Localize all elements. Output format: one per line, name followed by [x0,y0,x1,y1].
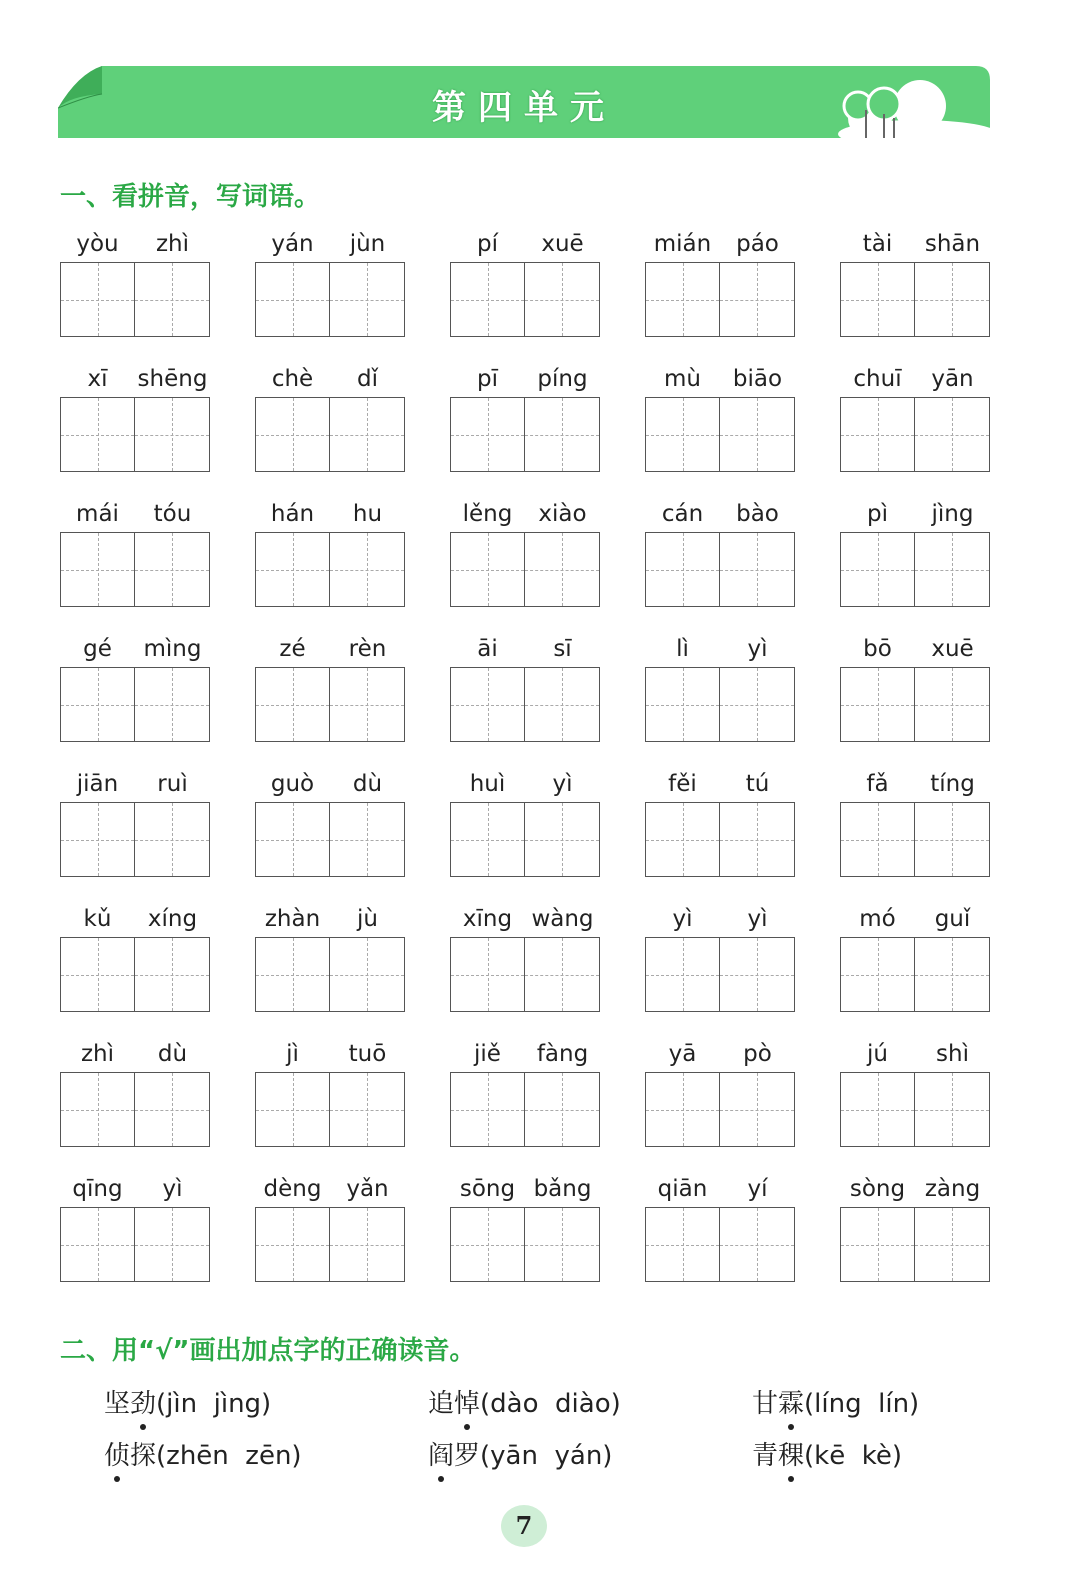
word-item [840,1040,990,1148]
writing-boxes [255,397,405,472]
pronunciation-question [104,1435,302,1472]
pinyin-label: xīng [462,906,513,932]
character-writing-box[interactable] [915,1072,990,1147]
writing-boxes [60,937,210,1012]
word-item [255,905,405,1013]
pinyin-label: yǎn [346,1176,389,1202]
character-writing-box[interactable] [525,937,600,1012]
pinyin-label: yā [668,1041,697,1067]
page-number: 7 [501,1505,547,1547]
character-writing-box[interactable] [915,802,990,877]
pinyin-label: chuī [853,366,902,392]
character-writing-box[interactable] [840,262,915,337]
writing-boxes [645,1072,795,1147]
character-writing-box[interactable] [450,397,525,472]
pronunciation-options[interactable]: (kē kè) [804,1441,903,1471]
writing-boxes [255,262,405,337]
writing-boxes [645,397,795,472]
character-writing-box[interactable] [840,667,915,742]
pinyin-label: sī [553,636,572,662]
word-item [450,905,600,1013]
word-item [60,1175,210,1283]
character-writing-box[interactable] [450,532,525,607]
character-writing-box[interactable] [60,1207,135,1282]
pinyin-label: zhì [155,231,190,257]
word-item [450,635,600,743]
pinyin-label: jiān [76,771,119,797]
pinyin-label: jìng [931,501,974,527]
pinyin-label: fǎ [866,771,889,797]
character-writing-box[interactable] [330,937,405,1012]
pinyin-label: sōng [459,1176,516,1202]
pinyin-label: chè [271,366,314,392]
word-item [645,1040,795,1148]
word-item [60,230,210,338]
pinyin-label: mìng [143,636,202,662]
word-character: 罗 [454,1441,481,1471]
pronunciation-options[interactable]: (zhēn zēn) [156,1441,302,1471]
pronunciation-question [752,1383,919,1420]
word-item [645,365,795,473]
pinyin-label: yì [162,1176,183,1202]
word-item [450,1175,600,1283]
pinyin-label: tóu [153,501,192,527]
character-writing-box[interactable] [645,1072,720,1147]
dotted-character: 侦 [104,1435,130,1472]
word-item [255,1040,405,1148]
character-writing-box[interactable] [255,397,330,472]
pinyin-label: sòng [849,1176,906,1202]
writing-boxes [840,397,990,472]
pinyin-label: pī [477,366,498,392]
pinyin-label: dèng [263,1176,322,1202]
character-writing-box[interactable] [450,1207,525,1282]
word-item [255,230,405,338]
pronunciation-question [428,1383,621,1420]
character-writing-box[interactable] [525,397,600,472]
writing-boxes [450,532,600,607]
writing-boxes [255,1072,405,1147]
writing-boxes [645,802,795,877]
word-item [450,1040,600,1148]
character-writing-box[interactable] [255,937,330,1012]
pinyin-label: tú [745,771,770,797]
word-item [450,365,600,473]
pronunciation-question [752,1435,902,1472]
character-writing-box[interactable] [720,532,795,607]
character-writing-box[interactable] [255,1072,330,1147]
character-writing-box[interactable] [330,667,405,742]
character-writing-box[interactable] [525,667,600,742]
pinyin-label: guǐ [934,906,971,932]
pinyin-label: pì [867,501,888,527]
word-character: 甘 [752,1389,779,1419]
character-writing-box[interactable] [255,802,330,877]
character-writing-box[interactable] [525,1072,600,1147]
pronunciation-options[interactable]: (líng lín) [804,1389,920,1419]
character-writing-box[interactable] [645,937,720,1012]
pinyin-label: dǐ [357,366,378,392]
character-writing-box[interactable] [645,802,720,877]
word-item [255,365,405,473]
writing-boxes [450,262,600,337]
word-item [645,500,795,608]
writing-boxes [840,1207,990,1282]
pinyin-label: gé [83,636,112,662]
word-item [255,500,405,608]
writing-boxes [255,667,405,742]
pinyin-label: pí [477,231,498,257]
pinyin-label: bào [736,501,779,527]
pinyin-label: mù [664,366,701,392]
dotted-character: 劲 [130,1383,156,1420]
word-item [645,635,795,743]
word-item [60,365,210,473]
writing-boxes [840,1072,990,1147]
pinyin-label: yān [931,366,974,392]
character-writing-box[interactable] [915,532,990,607]
character-writing-box[interactable] [525,532,600,607]
word-item [255,1175,405,1283]
pinyin-label: xiào [538,501,587,527]
writing-boxes [840,937,990,1012]
character-writing-box[interactable] [915,667,990,742]
pinyin-label: shì [936,1041,969,1067]
pronunciation-question [428,1435,612,1472]
word-character: 坚 [104,1389,131,1419]
character-writing-box[interactable] [255,1207,330,1282]
character-writing-box[interactable] [135,667,210,742]
character-writing-box[interactable] [450,667,525,742]
section1-title: 一、看拼音，写词语。 [60,182,321,212]
character-writing-box[interactable] [330,1072,405,1147]
writing-boxes [255,802,405,877]
dotted-character: 阎 [428,1435,454,1472]
pinyin-label: mián [653,231,712,257]
pronunciation-options[interactable]: (jìn jìng) [156,1389,272,1419]
pinyin-label: dù [352,771,383,797]
word-character: 青 [752,1441,779,1471]
writing-boxes [450,667,600,742]
writing-boxes [450,1072,600,1147]
writing-boxes [645,937,795,1012]
word-item [840,1175,990,1283]
character-writing-box[interactable] [840,1207,915,1282]
pinyin-label: guò [270,771,315,797]
character-writing-box[interactable] [135,262,210,337]
pinyin-label: qīng [72,1176,123,1202]
word-item [840,635,990,743]
writing-boxes [645,532,795,607]
word-item [645,1175,795,1283]
character-writing-box[interactable] [645,397,720,472]
writing-boxes [60,397,210,472]
character-writing-box[interactable] [645,262,720,337]
word-item [450,770,600,878]
character-writing-box[interactable] [720,397,795,472]
writing-boxes [255,1207,405,1282]
character-writing-box[interactable] [840,937,915,1012]
character-writing-box[interactable] [330,802,405,877]
unit-banner [58,66,990,138]
writing-boxes [60,1207,210,1282]
character-writing-box[interactable] [330,262,405,337]
pinyin-label: jiě [474,1041,501,1067]
word-item [645,905,795,1013]
character-writing-box[interactable] [840,1072,915,1147]
writing-boxes [840,802,990,877]
pinyin-label: mó [859,906,896,932]
word-item [60,905,210,1013]
pinyin-label: jùn [349,231,386,257]
character-writing-box[interactable] [450,262,525,337]
character-writing-box[interactable] [915,1207,990,1282]
character-writing-box[interactable] [915,397,990,472]
pinyin-label: yì [747,636,768,662]
pinyin-label: qiān [657,1176,708,1202]
character-writing-box[interactable] [450,802,525,877]
character-writing-box[interactable] [330,1207,405,1282]
character-writing-box[interactable] [135,532,210,607]
character-writing-box[interactable] [135,1072,210,1147]
writing-boxes [60,532,210,607]
character-writing-box[interactable] [60,802,135,877]
character-writing-box[interactable] [645,532,720,607]
pinyin-label: zàng [924,1176,981,1202]
pinyin-label: jì [286,1041,299,1067]
pinyin-label: xíng [147,906,198,932]
word-character: 探 [130,1441,157,1471]
pinyin-label: cán [661,501,704,527]
pinyin-label: bō [863,636,892,662]
word-item [840,770,990,878]
character-writing-box[interactable] [720,937,795,1012]
character-writing-box[interactable] [720,262,795,337]
character-writing-box[interactable] [840,397,915,472]
pinyin-label: shān [924,231,981,257]
pinyin-label: jú [867,1041,888,1067]
character-writing-box[interactable] [840,532,915,607]
character-writing-box[interactable] [915,937,990,1012]
character-writing-box[interactable] [330,532,405,607]
section2-title: 二、用“√”画出加点字的正确读音。 [60,1336,476,1366]
pinyin-label: shēng [137,366,208,392]
character-writing-box[interactable] [720,667,795,742]
word-item [60,770,210,878]
word-item [255,770,405,878]
dotted-character: 霖 [778,1383,804,1420]
pronunciation-options[interactable]: (dào diào) [480,1389,621,1419]
character-writing-box[interactable] [450,1072,525,1147]
character-writing-box[interactable] [840,802,915,877]
word-item [60,1040,210,1148]
character-writing-box[interactable] [60,667,135,742]
pinyin-label: jù [357,906,378,932]
writing-boxes [255,937,405,1012]
pinyin-label: lěng [462,501,513,527]
pinyin-label: mái [76,501,119,527]
character-writing-box[interactable] [255,532,330,607]
character-writing-box[interactable] [255,262,330,337]
pronunciation-question [104,1383,271,1420]
word-item [840,365,990,473]
pinyin-label: wàng [531,906,594,932]
pinyin-label: kǔ [83,906,112,932]
character-writing-box[interactable] [135,1207,210,1282]
character-writing-box[interactable] [60,532,135,607]
pinyin-label: bǎng [533,1176,592,1202]
word-character: 追 [428,1389,455,1419]
pinyin-label: yì [552,771,573,797]
word-item [450,500,600,608]
character-writing-box[interactable] [720,802,795,877]
character-writing-box[interactable] [450,937,525,1012]
pinyin-label: āi [477,636,498,662]
pinyin-label: tuō [348,1041,387,1067]
writing-boxes [450,802,600,877]
pinyin-label: ruì [157,771,188,797]
pinyin-label: hu [352,501,383,527]
writing-boxes [60,1072,210,1147]
pinyin-label: yí [747,1176,768,1202]
character-writing-box[interactable] [645,667,720,742]
character-writing-box[interactable] [720,1072,795,1147]
word-item [645,770,795,878]
pinyin-writing-grid [60,230,992,1290]
word-item [60,635,210,743]
pinyin-label: dù [157,1041,188,1067]
character-writing-box[interactable] [330,397,405,472]
pinyin-label: yì [747,906,768,932]
writing-boxes [60,802,210,877]
character-writing-box[interactable] [60,397,135,472]
pinyin-label: rèn [348,636,387,662]
pinyin-label: pò [743,1041,772,1067]
pinyin-label: yán [271,231,314,257]
pinyin-label: fàng [536,1041,589,1067]
writing-boxes [450,397,600,472]
writing-boxes [645,1207,795,1282]
dotted-character: 悼 [454,1383,480,1420]
character-writing-box[interactable] [135,397,210,472]
character-writing-box[interactable] [645,1207,720,1282]
word-item [840,230,990,338]
unit-title: 第四单元 [432,88,616,128]
writing-boxes [840,262,990,337]
pinyin-label: tài [862,231,893,257]
writing-boxes [450,1207,600,1282]
writing-boxes [645,262,795,337]
pinyin-label: yòu [76,231,119,257]
pinyin-label: lì [676,636,689,662]
word-item [840,905,990,1013]
pinyin-label: fěi [668,771,697,797]
character-writing-box[interactable] [60,1072,135,1147]
character-writing-box[interactable] [525,262,600,337]
writing-boxes [60,262,210,337]
pinyin-label: zé [279,636,306,662]
pinyin-label: xuē [931,636,974,662]
character-writing-box[interactable] [135,802,210,877]
character-writing-box[interactable] [60,937,135,1012]
character-writing-box[interactable] [720,1207,795,1282]
character-writing-box[interactable] [915,262,990,337]
pronunciation-options[interactable]: (yān yán) [480,1441,613,1471]
writing-boxes [60,667,210,742]
writing-boxes [840,532,990,607]
writing-boxes [840,667,990,742]
dotted-character: 稞 [778,1435,804,1472]
pinyin-label: xī [87,366,108,392]
pinyin-label: páo [736,231,779,257]
pinyin-label: zhì [80,1041,115,1067]
pinyin-label: xuē [541,231,584,257]
character-writing-box[interactable] [135,937,210,1012]
character-writing-box[interactable] [255,667,330,742]
character-writing-box[interactable] [60,262,135,337]
character-writing-box[interactable] [525,802,600,877]
word-item [645,230,795,338]
writing-boxes [645,667,795,742]
pinyin-label: biāo [732,366,783,392]
word-item [450,230,600,338]
word-item [840,500,990,608]
character-writing-box[interactable] [525,1207,600,1282]
writing-boxes [450,937,600,1012]
pinyin-label: zhàn [264,906,321,932]
pinyin-label: huì [469,771,506,797]
pinyin-label: píng [537,366,588,392]
pinyin-label: hán [270,501,315,527]
pinyin-label: tíng [930,771,975,797]
word-item [60,500,210,608]
pinyin-label: yì [672,906,693,932]
word-item [255,635,405,743]
writing-boxes [255,532,405,607]
